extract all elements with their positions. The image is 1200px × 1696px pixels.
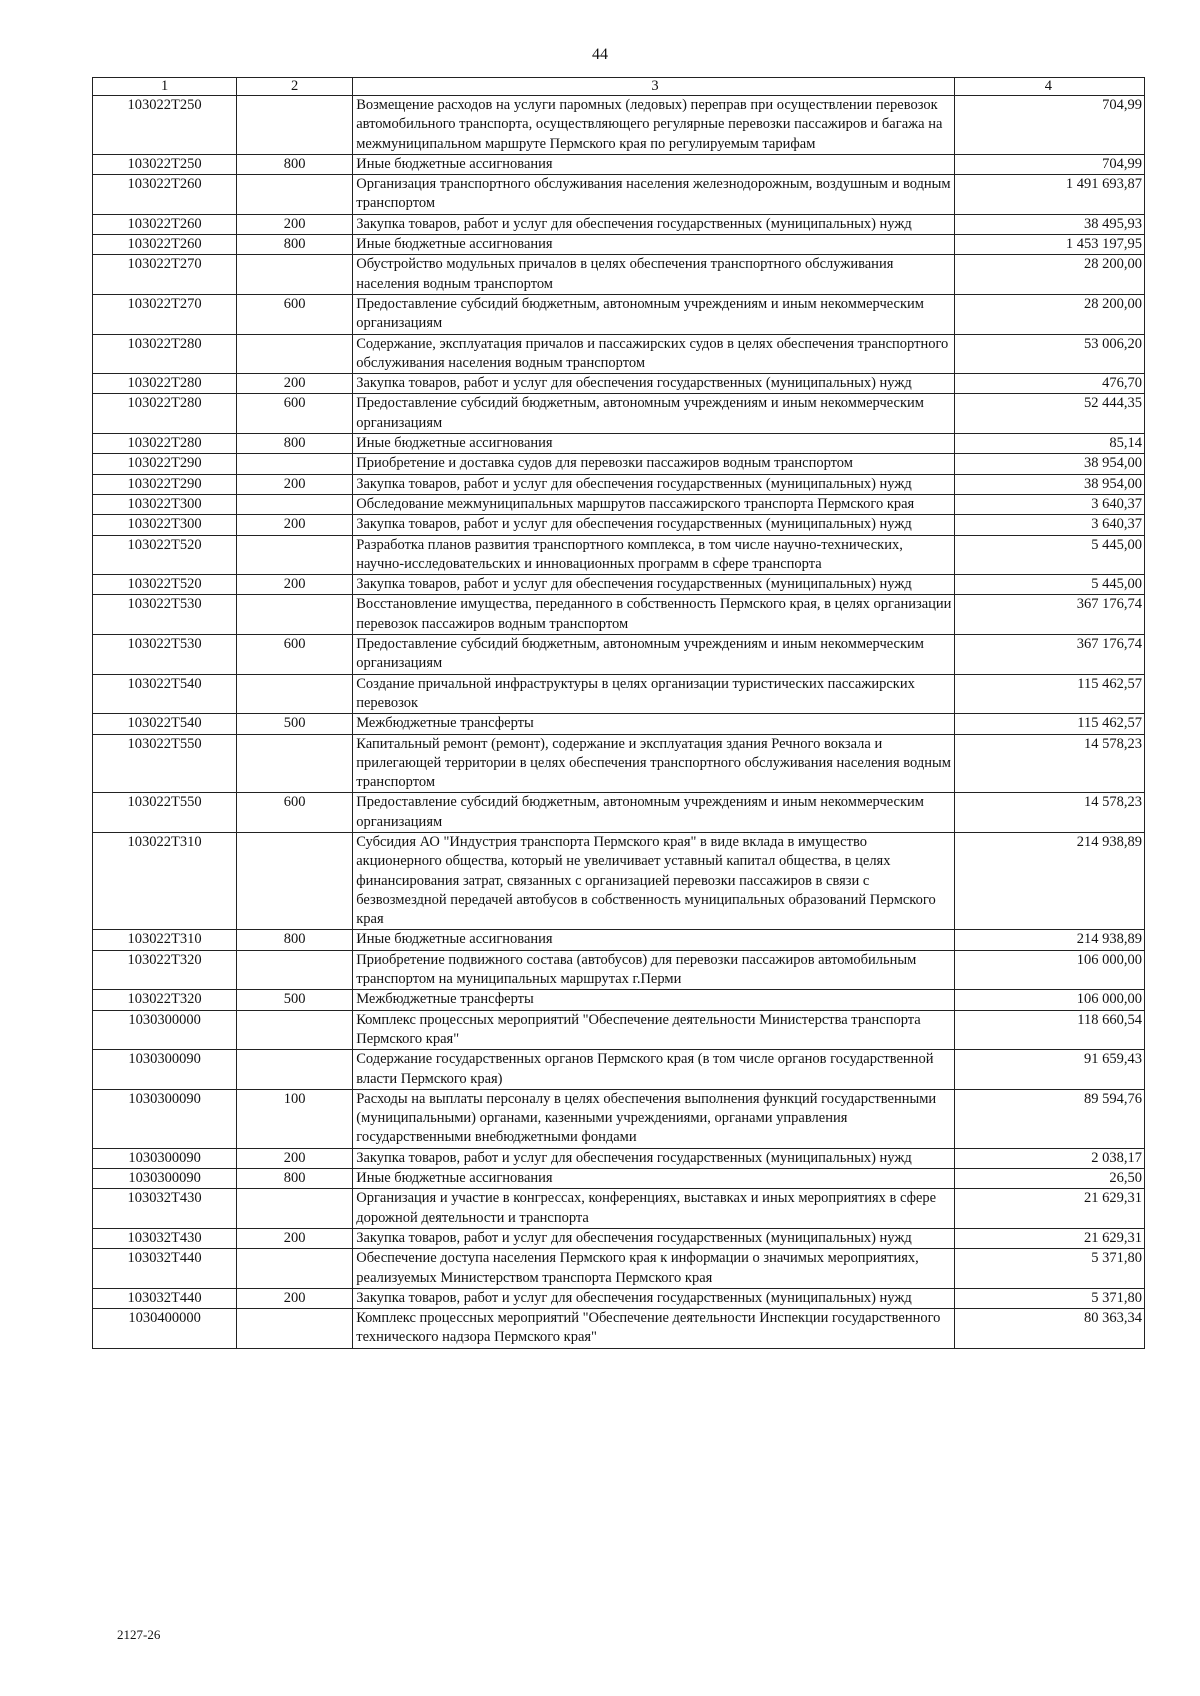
code-cell: 103022T540 xyxy=(93,714,237,734)
code-cell: 1030300090 xyxy=(93,1169,237,1189)
code-cell: 1030400000 xyxy=(93,1309,237,1349)
name-cell: Иные бюджетные ассигнования xyxy=(353,434,955,454)
name-cell: Возмещение расходов на услуги паромных (ледовых) переправ при осуществлении перевозок автомобильного транспорта, осуществляющего регулярные перевозки пассажиров и багажа на межмуниципальном маршруте Пермского края по регулируемым тарифам xyxy=(353,96,955,155)
amount-cell: 1 453 197,95 xyxy=(954,235,1144,255)
name-cell: Иные бюджетные ассигнования xyxy=(353,1169,955,1189)
code-cell: 103022T320 xyxy=(93,990,237,1010)
footer-code: 2127-26 xyxy=(117,1627,161,1642)
expense-type-cell xyxy=(237,96,353,155)
code-cell: 103022T550 xyxy=(93,793,237,833)
expense-type-cell: 200 xyxy=(237,214,353,234)
amount-cell: 1 491 693,87 xyxy=(954,175,1144,215)
expense-type-cell: 600 xyxy=(237,394,353,434)
code-cell: 103032T430 xyxy=(93,1189,237,1229)
expense-type-cell: 200 xyxy=(237,575,353,595)
code-cell: 103022T530 xyxy=(93,635,237,675)
name-cell: Приобретение и доставка судов для перевозки пассажиров водным транспортом xyxy=(353,454,955,474)
code-cell: 103022T300 xyxy=(93,515,237,535)
name-cell: Обследование межмуниципальных маршрутов пассажирского транспорта Пермского края xyxy=(353,494,955,514)
code-cell: 103022T310 xyxy=(93,832,237,929)
expense-type-cell xyxy=(237,454,353,474)
table-row xyxy=(93,1189,1145,1229)
expense-type-cell: 600 xyxy=(237,793,353,833)
amount-cell: 5 371,80 xyxy=(954,1288,1144,1308)
table-row xyxy=(93,1249,1145,1289)
amount-cell: 14 578,23 xyxy=(954,734,1144,793)
name-cell: Обеспечение доступа населения Пермского края к информации о значимых мероприятиях, реализуемых Министерством транспорта Пермского края xyxy=(353,1249,955,1289)
amount-cell: 106 000,00 xyxy=(954,950,1144,990)
amount-cell: 115 462,57 xyxy=(954,714,1144,734)
expense-type-cell xyxy=(237,734,353,793)
table-row xyxy=(93,635,1145,675)
expense-type-cell: 800 xyxy=(237,1169,353,1189)
code-cell: 103022T250 xyxy=(93,96,237,155)
expense-type-cell xyxy=(237,950,353,990)
name-cell: Закупка товаров, работ и услуг для обеспечения государственных (муниципальных) нужд xyxy=(353,515,955,535)
expense-type-cell xyxy=(237,255,353,295)
column-header-1: 1 xyxy=(93,78,237,96)
amount-cell: 5 445,00 xyxy=(954,535,1144,575)
table-header-row xyxy=(93,78,1145,96)
name-cell: Содержание, эксплуатация причалов и пассажирских судов в целях обеспечения транспортного обслуживания населения водным транспортом xyxy=(353,334,955,374)
name-cell: Предоставление субсидий бюджетным, автономным учреждениям и иным некоммерческим организациям xyxy=(353,394,955,434)
expense-type-cell xyxy=(237,535,353,575)
page-number: 44 xyxy=(592,46,608,63)
name-cell: Расходы на выплаты персоналу в целях обеспечения выполнения функций государственными (муниципальными) органами, казенными учреждениями, органами управления государственными внебюджетными фондами xyxy=(353,1089,955,1148)
expense-type-cell xyxy=(237,175,353,215)
name-cell: Закупка товаров, работ и услуг для обеспечения государственных (муниципальных) нужд xyxy=(353,1288,955,1308)
name-cell: Создание причальной инфраструктуры в целях организации туристических пассажирских перевозок xyxy=(353,674,955,714)
name-cell: Закупка товаров, работ и услуг для обеспечения государственных (муниципальных) нужд xyxy=(353,575,955,595)
name-cell: Капитальный ремонт (ремонт), содержание и эксплуатация здания Речного вокзала и прилегающей территории в целях обеспечения транспортного обслуживания населения водным транспортом xyxy=(353,734,955,793)
table-row xyxy=(93,575,1145,595)
table-row xyxy=(93,96,1145,155)
code-cell: 103022T320 xyxy=(93,950,237,990)
table-row xyxy=(93,175,1145,215)
code-cell: 103022T540 xyxy=(93,674,237,714)
expense-type-cell xyxy=(237,334,353,374)
name-cell: Закупка товаров, работ и услуг для обеспечения государственных (муниципальных) нужд xyxy=(353,374,955,394)
code-cell: 103022T290 xyxy=(93,474,237,494)
expense-type-cell: 100 xyxy=(237,1089,353,1148)
amount-cell: 89 594,76 xyxy=(954,1089,1144,1148)
table-row xyxy=(93,595,1145,635)
table-row xyxy=(93,714,1145,734)
name-cell: Закупка товаров, работ и услуг для обеспечения государственных (муниципальных) нужд xyxy=(353,1148,955,1168)
code-cell: 103022T250 xyxy=(93,154,237,174)
amount-cell: 214 938,89 xyxy=(954,832,1144,929)
table-row xyxy=(93,374,1145,394)
code-cell: 1030300090 xyxy=(93,1050,237,1090)
table-row xyxy=(93,674,1145,714)
name-cell: Приобретение подвижного состава (автобусов) для перевозки пассажиров автомобильным транспортом на муниципальных маршрутах г.Перми xyxy=(353,950,955,990)
expense-type-cell xyxy=(237,1309,353,1349)
name-cell: Иные бюджетные ассигнования xyxy=(353,154,955,174)
expense-type-cell xyxy=(237,595,353,635)
name-cell: Предоставление субсидий бюджетным, автономным учреждениям и иным некоммерческим организациям xyxy=(353,294,955,334)
amount-cell: 85,14 xyxy=(954,434,1144,454)
name-cell: Содержание государственных органов Пермского края (в том числе органов государственной власти Пермского края) xyxy=(353,1050,955,1090)
column-header-2: 2 xyxy=(237,78,353,96)
code-cell: 103032T440 xyxy=(93,1249,237,1289)
expense-type-cell: 200 xyxy=(237,374,353,394)
expense-type-cell: 500 xyxy=(237,714,353,734)
expense-type-cell: 600 xyxy=(237,635,353,675)
amount-cell: 38 954,00 xyxy=(954,474,1144,494)
table-row xyxy=(93,255,1145,295)
name-cell: Субсидия АО "Индустрия транспорта Пермского края" в виде вклада в имущество акционерного общества, который не увеличивает уставный капитал общества, в целях финансирования затрат, связанных с организацией перевозки пассажиров в связи с безвозмездной передачей автобусов в собственность муниципальных образований Пермского края xyxy=(353,832,955,929)
code-cell: 103032T430 xyxy=(93,1228,237,1248)
name-cell: Комплекс процессных мероприятий "Обеспечение деятельности Инспекции государственного технического надзора Пермского края" xyxy=(353,1309,955,1349)
name-cell: Разработка планов развития транспортного комплекса, в том числе научно-технических, научно-исследовательских и инновационных программ в сфере транспорта xyxy=(353,535,955,575)
code-cell: 1030300000 xyxy=(93,1010,237,1050)
table-body xyxy=(93,96,1145,1349)
table-row xyxy=(93,474,1145,494)
amount-cell: 3 640,37 xyxy=(954,494,1144,514)
name-cell: Закупка товаров, работ и услуг для обеспечения государственных (муниципальных) нужд xyxy=(353,1228,955,1248)
amount-cell: 106 000,00 xyxy=(954,990,1144,1010)
expense-type-cell: 800 xyxy=(237,154,353,174)
expense-type-cell: 200 xyxy=(237,1228,353,1248)
amount-cell: 14 578,23 xyxy=(954,793,1144,833)
table-row xyxy=(93,494,1145,514)
code-cell: 103022T270 xyxy=(93,294,237,334)
amount-cell: 3 640,37 xyxy=(954,515,1144,535)
expense-type-cell: 800 xyxy=(237,930,353,950)
expense-type-cell: 200 xyxy=(237,1148,353,1168)
amount-cell: 704,99 xyxy=(954,154,1144,174)
amount-cell: 38 954,00 xyxy=(954,454,1144,474)
table-row xyxy=(93,930,1145,950)
amount-cell: 21 629,31 xyxy=(954,1228,1144,1248)
amount-cell: 26,50 xyxy=(954,1169,1144,1189)
expense-type-cell xyxy=(237,1050,353,1090)
table-row xyxy=(93,1169,1145,1189)
expense-type-cell: 800 xyxy=(237,434,353,454)
table-row xyxy=(93,793,1145,833)
name-cell: Иные бюджетные ассигнования xyxy=(353,930,955,950)
amount-cell: 5 445,00 xyxy=(954,575,1144,595)
table-row xyxy=(93,832,1145,929)
code-cell: 103022T280 xyxy=(93,334,237,374)
amount-cell: 80 363,34 xyxy=(954,1309,1144,1349)
table-row xyxy=(93,1050,1145,1090)
code-cell: 103022T260 xyxy=(93,235,237,255)
expense-type-cell xyxy=(237,1010,353,1050)
amount-cell: 476,70 xyxy=(954,374,1144,394)
amount-cell: 2 038,17 xyxy=(954,1148,1144,1168)
amount-cell: 52 444,35 xyxy=(954,394,1144,434)
table-row xyxy=(93,154,1145,174)
name-cell: Предоставление субсидий бюджетным, автономным учреждениям и иным некоммерческим организациям xyxy=(353,635,955,675)
table-row xyxy=(93,515,1145,535)
code-cell: 103022T530 xyxy=(93,595,237,635)
code-cell: 103022T280 xyxy=(93,394,237,434)
table-row xyxy=(93,1288,1145,1308)
name-cell: Иные бюджетные ассигнования xyxy=(353,235,955,255)
code-cell: 103022T270 xyxy=(93,255,237,295)
name-cell: Восстановление имущества, переданного в собственность Пермского края, в целях организации перевозок пассажиров водным транспортом xyxy=(353,595,955,635)
table-row xyxy=(93,434,1145,454)
amount-cell: 5 371,80 xyxy=(954,1249,1144,1289)
amount-cell: 367 176,74 xyxy=(954,595,1144,635)
table-row xyxy=(93,535,1145,575)
expense-type-cell xyxy=(237,494,353,514)
name-cell: Комплекс процессных мероприятий "Обеспечение деятельности Министерства транспорта Пермского края" xyxy=(353,1010,955,1050)
code-cell: 103022T300 xyxy=(93,494,237,514)
code-cell: 103022T260 xyxy=(93,175,237,215)
amount-cell: 28 200,00 xyxy=(954,255,1144,295)
code-cell: 103032T440 xyxy=(93,1288,237,1308)
table-row xyxy=(93,235,1145,255)
expense-type-cell: 600 xyxy=(237,294,353,334)
column-header-3: 3 xyxy=(353,78,955,96)
name-cell: Организация и участие в конгрессах, конференциях, выставках и иных мероприятиях в сфере дорожной деятельности и транспорта xyxy=(353,1189,955,1229)
expense-type-cell: 200 xyxy=(237,1288,353,1308)
amount-cell: 91 659,43 xyxy=(954,1050,1144,1090)
table-row xyxy=(93,1148,1145,1168)
table-row xyxy=(93,294,1145,334)
amount-cell: 115 462,57 xyxy=(954,674,1144,714)
code-cell: 1030300090 xyxy=(93,1089,237,1148)
code-cell: 103022T290 xyxy=(93,454,237,474)
amount-cell: 21 629,31 xyxy=(954,1189,1144,1229)
amount-cell: 38 495,93 xyxy=(954,214,1144,234)
table-row xyxy=(93,1228,1145,1248)
name-cell: Межбюджетные трансферты xyxy=(353,990,955,1010)
code-cell: 1030300090 xyxy=(93,1148,237,1168)
code-cell: 103022T310 xyxy=(93,930,237,950)
expense-type-cell: 800 xyxy=(237,235,353,255)
table-row xyxy=(93,394,1145,434)
expense-type-cell xyxy=(237,674,353,714)
name-cell: Обустройство модульных причалов в целях обеспечения транспортного обслуживания населения водным транспортом xyxy=(353,255,955,295)
code-cell: 103022T280 xyxy=(93,434,237,454)
name-cell: Организация транспортного обслуживания населения железнодорожным, воздушным и водным транспортом xyxy=(353,175,955,215)
code-cell: 103022T520 xyxy=(93,575,237,595)
expense-type-cell: 200 xyxy=(237,474,353,494)
expense-type-cell xyxy=(237,832,353,929)
expense-type-cell xyxy=(237,1249,353,1289)
table-row xyxy=(93,1309,1145,1349)
column-header-4: 4 xyxy=(954,78,1144,96)
table-row xyxy=(93,1010,1145,1050)
amount-cell: 53 006,20 xyxy=(954,334,1144,374)
table-row xyxy=(93,1089,1145,1148)
name-cell: Предоставление субсидий бюджетным, автономным учреждениям и иным некоммерческим организациям xyxy=(353,793,955,833)
table-row xyxy=(93,454,1145,474)
code-cell: 103022T280 xyxy=(93,374,237,394)
amount-cell: 367 176,74 xyxy=(954,635,1144,675)
amount-cell: 704,99 xyxy=(954,96,1144,155)
amount-cell: 28 200,00 xyxy=(954,294,1144,334)
expense-type-cell xyxy=(237,1189,353,1229)
name-cell: Межбюджетные трансферты xyxy=(353,714,955,734)
code-cell: 103022T260 xyxy=(93,214,237,234)
table-row xyxy=(93,950,1145,990)
amount-cell: 214 938,89 xyxy=(954,930,1144,950)
expense-type-cell: 500 xyxy=(237,990,353,1010)
code-cell: 103022T550 xyxy=(93,734,237,793)
name-cell: Закупка товаров, работ и услуг для обеспечения государственных (муниципальных) нужд xyxy=(353,214,955,234)
table-row xyxy=(93,990,1145,1010)
table-row xyxy=(93,334,1145,374)
table-row xyxy=(93,734,1145,793)
amount-cell: 118 660,54 xyxy=(954,1010,1144,1050)
name-cell: Закупка товаров, работ и услуг для обеспечения государственных (муниципальных) нужд xyxy=(353,474,955,494)
table-row xyxy=(93,214,1145,234)
budget-table xyxy=(92,77,1145,1349)
code-cell: 103022T520 xyxy=(93,535,237,575)
expense-type-cell: 200 xyxy=(237,515,353,535)
